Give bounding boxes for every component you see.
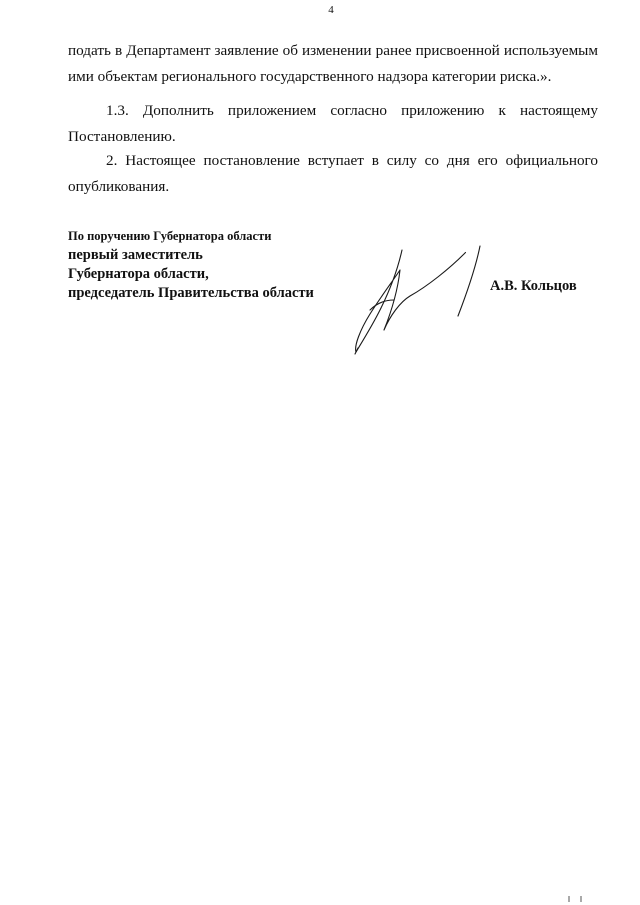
paragraph-continuation <box>68 38 598 90</box>
signature-block <box>68 226 314 303</box>
signature-line-chairman: председатель Правительства области <box>68 285 314 301</box>
signature-line-position: первый заместитель <box>68 247 203 263</box>
signature-line-instruction: По поручению Губернатора области <box>68 229 272 243</box>
page-number: 4 <box>328 4 334 16</box>
paragraph-item-1-3 <box>68 98 598 150</box>
paragraph-continuation-text: подать в Департамент заявление об изменении ранее присвоенной используемым ими объектам регионального государственного надзора категории риска.». <box>68 42 598 85</box>
handwritten-signature <box>340 238 500 358</box>
signature-line-governor: Губернатора области, <box>68 266 209 282</box>
signatory-name: А.В. Кольцов <box>490 278 577 294</box>
paragraph-item-2 <box>68 148 598 200</box>
paragraph-item-1-3-text: 1.3. Дополнить приложением согласно приложению к настоящему Постановлению. <box>68 102 598 145</box>
paragraph-item-2-text: 2. Настоящее постановление вступает в силу со дня его официального опубликования. <box>68 152 598 195</box>
scan-corner-marks <box>566 895 586 903</box>
